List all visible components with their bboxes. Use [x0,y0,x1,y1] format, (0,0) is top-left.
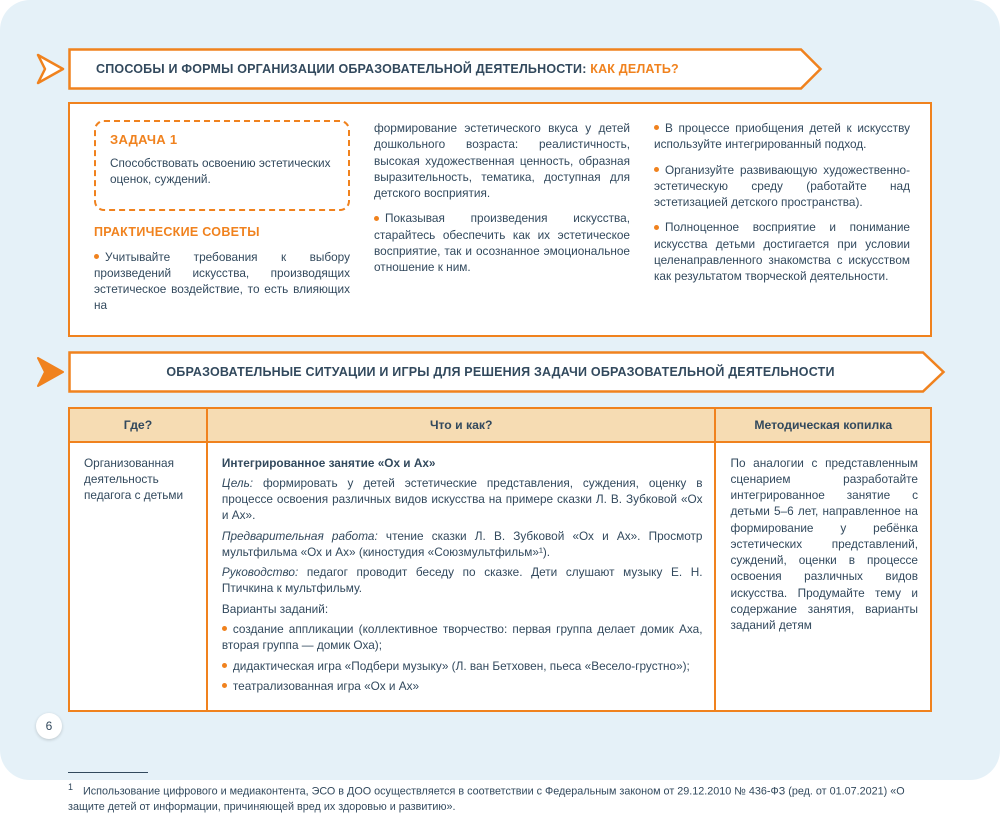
advice-bullet-text: Полноценное восприятие и понимание искусства детьми достигается при условии целенаправленного знакомства с искусством как результатом творческой деятельности. [654,220,910,284]
situations-table [68,407,932,712]
advice-bullet-text: Показывая произведения искусства, старайтесь обеспечить как их эстетическое восприятие, так и осознанное эмоциональное отношение к ним. [374,211,630,275]
task-card [94,120,350,211]
variant-bullet [222,678,703,694]
advice-bullet [654,162,910,211]
table-header-where: Где? [69,408,207,442]
bullet-dot-icon [222,626,227,631]
variant-bullet [222,621,703,654]
advice-bullet [374,210,630,275]
advice-bullet [654,219,910,284]
footnote-text-block [68,781,932,816]
footnote-rule [68,772,148,773]
pennant-solid-icon [36,355,66,389]
lesson-goal [222,475,703,524]
table-header-methodical: Методическая копилка [715,408,931,442]
footnote [68,772,932,816]
variants-label: Варианты заданий: [221,601,329,616]
bullet-dot-icon [654,225,659,230]
advice-column-2 [374,120,630,323]
variant-bullet [222,658,703,674]
table-header-what: Что и как? [207,408,716,442]
bullet-dot-icon [222,663,227,668]
footnote-marker: 1 [68,782,74,793]
section-header-situations [68,351,945,393]
advice-column-1 [94,120,350,323]
section-title [68,62,823,76]
lesson-preparation [222,528,703,561]
lesson-title: Интегрированное занятие «Ох и Ах» [221,455,436,470]
footnote-text: Использование цифрового и медиаконтента, ЭСО в ДОО осуществляется в соответствии с Федеральным законом от 29.12.2010 № 436-ФЗ (ред. от 01.07.2021) «О защите детей от информации, причиняющей вред их здоровью и развитию». [68,785,905,814]
pennant-outline-icon [36,52,66,86]
advice-bullet-text: В процессе приобщения детей к искусству используйте интегрированный подход. [654,121,910,152]
bullet-dot-icon [94,254,99,259]
advice-bullet-text: Организуйте развивающую художественно-эстетическую среду (работайте над эстетизацией детского пространства). [654,162,910,210]
practical-advice-heading: ПРАКТИЧЕСКИЕ СОВЕТЫ [94,224,260,239]
variant-text: дидактическая игра «Подбери музыку» (Л. ван Бетховен, пьеса «Весело-грустно»); [232,658,690,673]
goal-label: Цель: [221,475,254,490]
table-header-row [69,408,931,442]
cell-what [207,442,716,711]
variant-text: театрализованная игра «Ох и Ах» [232,678,420,693]
bullet-dot-icon [654,167,659,172]
advice-bullet-text: Учитывайте требования к выбору произведений искусства, производящих эстетическое воздействие, то есть влияющих на [94,249,350,313]
goal-text: формировать у детей эстетические представления, суждения, оценку в процессе освоения различных видов искусства на примере сказки Л. В. Зубковой «Ох и Ах». [221,475,703,523]
advice-bullet [94,249,350,314]
task-text: Способствовать освоению эстетических оценок, суждений. [110,156,331,187]
variant-text: создание аппликации (коллективное творчество: первая группа делает домик Аха, вторая группа — домик Оха); [221,621,703,653]
section-title: ОБРАЗОВАТЕЛЬНЫЕ СИТУАЦИИ И ИГРЫ ДЛЯ РЕШЕНИЯ ЗАДАЧИ ОБРАЗОВАТЕЛЬНОЙ ДЕЯТЕЛЬНОСТИ [166,364,835,379]
bullet-dot-icon [222,683,227,688]
section-title-text: СПОСОБЫ И ФОРМЫ ОРГАНИЗАЦИИ ОБРАЗОВАТЕЛЬНОЙ ДЕЯТЕЛЬНОСТИ: [96,62,587,76]
advice-column-3 [654,120,910,323]
guidance-label: Руководство: [221,565,299,580]
guidance-text: педагог проводит беседу по сказке. Дети слушают музыку Е. Н. Птичкина к мультфильму. [221,565,703,596]
preparation-label: Предварительная работа: [221,528,378,543]
table-row [69,442,931,711]
page-number-badge: 6 [36,713,62,739]
bullet-dot-icon [374,216,379,221]
section-header-methods [68,48,823,90]
preparation-text: чтение сказки Л. В. Зубковой «Ох и Ах». Просмотр мультфильма «Ох и Ах» (киностудия «Союзмультфильм»¹). [221,528,703,559]
section-title-highlight: КАК ДЕЛАТЬ? [590,62,679,76]
task-advice-box [68,102,932,337]
methodical-text: По аналогии с представленным сценарием разработайте интегрированное занятие с детьми 5–6 лет, направленное на формирование у ребёнка эстетических представлений, суждений, оценки в процессе освоения различных видов искусства. Продумайте тему и содержание занятия, варианты заданий детям [730,455,918,633]
lesson-guidance [222,564,703,597]
advice-paragraph: формирование эстетического вкуса у детей дошкольного возраста: реалистичность, высокая художественная ценность, образная выразительность, тематика, доступная для детского восприятия. [374,121,630,201]
advice-bullet [654,120,910,153]
bullet-dot-icon [654,125,659,130]
task-label: ЗАДАЧА 1 [110,132,178,147]
cell-methodical [715,442,931,711]
cell-where: Организованная деятельность педагога с детьми [69,442,207,711]
